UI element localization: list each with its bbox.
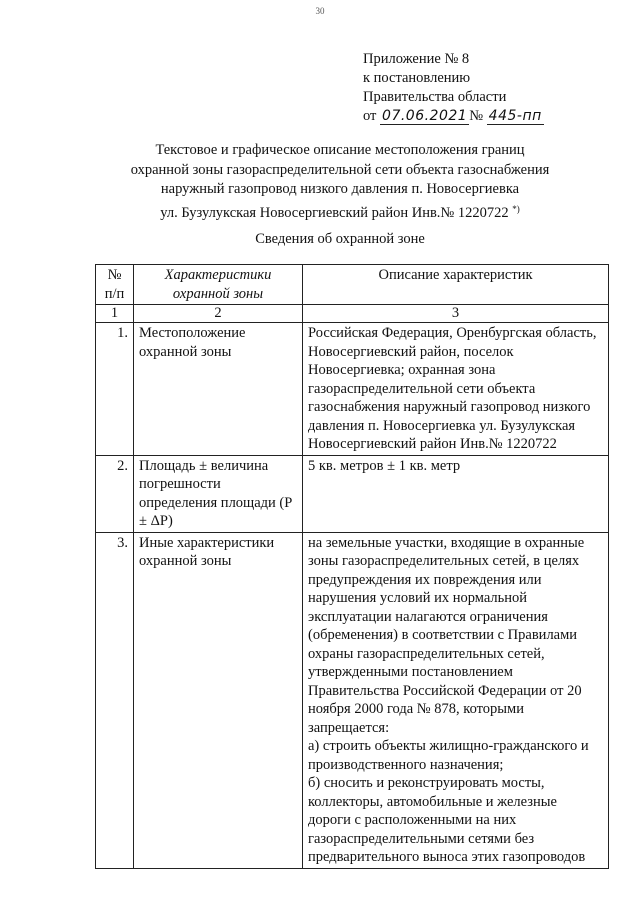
table-row — [96, 323, 609, 456]
title-line-4-text: ул. Бузулукская Новосергиевский район Инв.№ 1220722 — [160, 204, 509, 221]
row-description — [303, 532, 609, 868]
list-item: б) сносить и реконструировать мосты, коллекторы, автомобильные и железные дороги с расположенными на них газораспределительными сетями без предварительного выноса этих газопроводов — [308, 775, 586, 865]
header-number: № п/п — [96, 265, 134, 305]
title-line-2: охранной зоны газораспределительной сети объекта газоснабжения — [130, 161, 550, 178]
page-number: 30 — [315, 6, 325, 16]
appendix-line-1: Приложение № 8 — [363, 51, 470, 67]
appendix-from-prefix: от — [363, 108, 377, 124]
list-item: а) строить объекты жилищно-гражданского и производственного назначения; — [308, 738, 589, 773]
column-number-2: 2 — [134, 305, 303, 323]
row-description: Российская Федерация, Оренбургская область, Новосергиевский район, поселок Новосергиевка; охранная зона газораспределительной сети объекта газоснабжения наружный газопровод низкого давления п. Новосергиевка ул. Бузулукская Новосергиевский район Инв.№ 1220722 — [303, 323, 609, 456]
row-index: 3. — [96, 532, 134, 868]
handwritten-number: 445-пп — [488, 108, 542, 124]
header-description: Описание характеристик — [303, 265, 609, 305]
row-characteristic: Иные характеристики охранной зоны — [134, 532, 303, 868]
handwritten-date: 07.06.2021 — [382, 108, 468, 124]
number-sign: № — [469, 108, 484, 124]
header-characteristic: Характеристики охранной зоны — [134, 265, 303, 305]
appendix-date-line — [363, 107, 623, 126]
column-number-row — [96, 305, 609, 323]
appendix-line-3: Правительства области — [363, 89, 507, 105]
column-number-1: 1 — [96, 305, 134, 323]
title-line-1: Текстовое и графическое описание местоположения границ — [155, 142, 525, 158]
table-row — [96, 455, 609, 532]
row-description-text: на земельные участки, входящие в охранные зоны газораспределительных сетей, в целях предупреждения их повреждения или нарушения условий их нормальной эксплуатации налагаются ограничения (обременения) в соответствии с Правилами охраны газораспределительных сетей, утвержденными постановлением Правительства Российской Федерации от 20 ноября 2000 года № 878, которыми запрещается: — [308, 534, 585, 736]
row-index: 2. — [96, 455, 134, 532]
column-number-3: 3 — [303, 305, 609, 323]
row-description: 5 кв. метров ± 1 кв. метр — [303, 455, 609, 532]
table-row — [96, 532, 609, 868]
table-header-row — [96, 265, 609, 305]
title-line-3: наружный газопровод низкого давления п. Новосергиевка — [160, 181, 520, 197]
footnote-mark: *) — [512, 203, 520, 214]
subheading: Сведения об охранной зоне — [255, 231, 425, 247]
protection-zone-table — [95, 264, 609, 869]
row-characteristic: Местоположение охранной зоны — [134, 323, 303, 456]
appendix-line-2: к постановлению — [363, 70, 471, 86]
document-title — [60, 141, 620, 223]
appendix-header — [363, 50, 623, 126]
row-index: 1. — [96, 323, 134, 456]
title-line-4 — [60, 200, 620, 224]
row-characteristic: Площадь ± величина погрешности определения площади (P ± ΔP) — [134, 455, 303, 532]
